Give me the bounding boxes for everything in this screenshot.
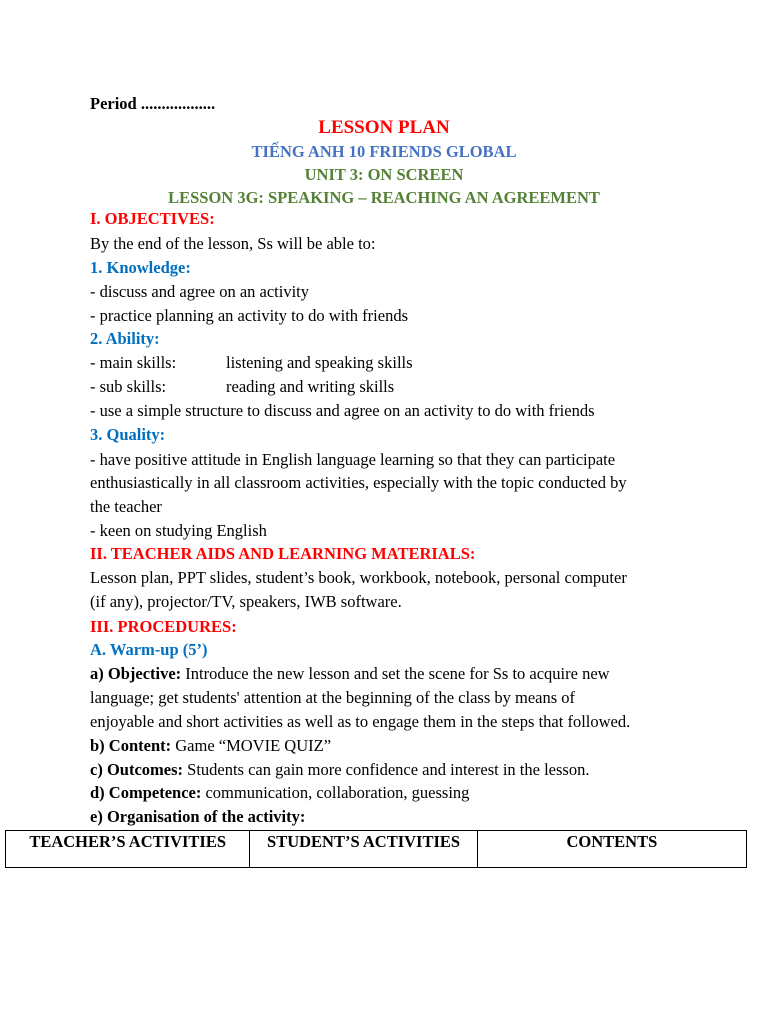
contents-header: CONTENTS [477,831,746,868]
quality-line: - have positive attitude in English language learning so that they can participate [90,450,616,469]
outcomes-line [90,760,589,780]
table-header-row [6,831,747,868]
unit-title: UNIT 3: ON SCREEN [304,165,464,184]
knowledge-item: - practice planning an activity to do with friends [90,306,408,325]
content-label: b) Content: [90,736,172,755]
objective-line: enjoyable and short activities as well as to engage them in the steps that followed. [90,712,631,731]
content-line [90,736,331,756]
knowledge-heading: 1. Knowledge: [90,258,191,277]
knowledge-item: - discuss and agree on an activity [90,282,310,301]
materials-heading: II. TEACHER AIDS AND LEARNING MATERIALS: [90,544,476,563]
main-skills-value: listening and speaking skills [226,353,413,372]
objective-line: language; get students' attention at the beginning of the class by means of [90,688,576,707]
ability-extra: - use a simple structure to discuss and agree on an activity to do with friends [90,401,595,420]
lesson-plan-title: LESSON PLAN [318,117,450,138]
organisation-label: e) Organisation of the activity: [90,807,306,826]
objectives-intro: By the end of the lesson, Ss will be able to: [90,234,376,253]
period-line: Period .................. [90,94,216,113]
activities-table [5,830,747,868]
student-activities-header: STUDENT’S ACTIVITIES [250,831,477,868]
quality-heading: 3. Quality: [90,425,166,444]
quality-line: the teacher [90,497,162,516]
outcomes-label: c) Outcomes: [90,760,184,779]
quality-line: - keen on studying English [90,521,267,540]
competence-line [90,783,469,803]
objectives-heading: I. OBJECTIVES: [90,209,215,228]
main-skills-label: - main skills: [90,353,177,372]
content-text: Game “MOVIE QUIZ” [171,736,332,755]
lesson-title: LESSON 3G: SPEAKING – REACHING AN AGREEMENT [168,188,600,207]
outcomes-text: Students can gain more confidence and interest in the lesson. [183,760,590,779]
competence-text: communication, collaboration, guessing [201,783,470,802]
sub-skills-value: reading and writing skills [226,377,395,396]
objective-text: Introduce the new lesson and set the scene for Ss to acquire new [181,664,610,683]
objective-line [90,664,610,684]
materials-line: Lesson plan, PPT slides, student’s book, workbook, notebook, personal computer [90,568,627,587]
materials-line: (if any), projector/TV, speakers, IWB software. [90,592,402,611]
course-title: TIẾNG ANH 10 FRIENDS GLOBAL [251,142,517,161]
quality-line: enthusiastically in all classroom activities, especially with the topic conducted by [90,473,627,492]
procedures-heading: III. PROCEDURES: [90,617,237,636]
sub-skills-label: - sub skills: [90,377,167,396]
objective-label: a) Objective: [90,664,182,683]
competence-label: d) Competence: [90,783,202,802]
warmup-heading: A. Warm-up (5’) [90,640,208,659]
ability-heading: 2. Ability: [90,329,160,348]
teacher-activities-header: TEACHER’S ACTIVITIES [6,831,250,868]
